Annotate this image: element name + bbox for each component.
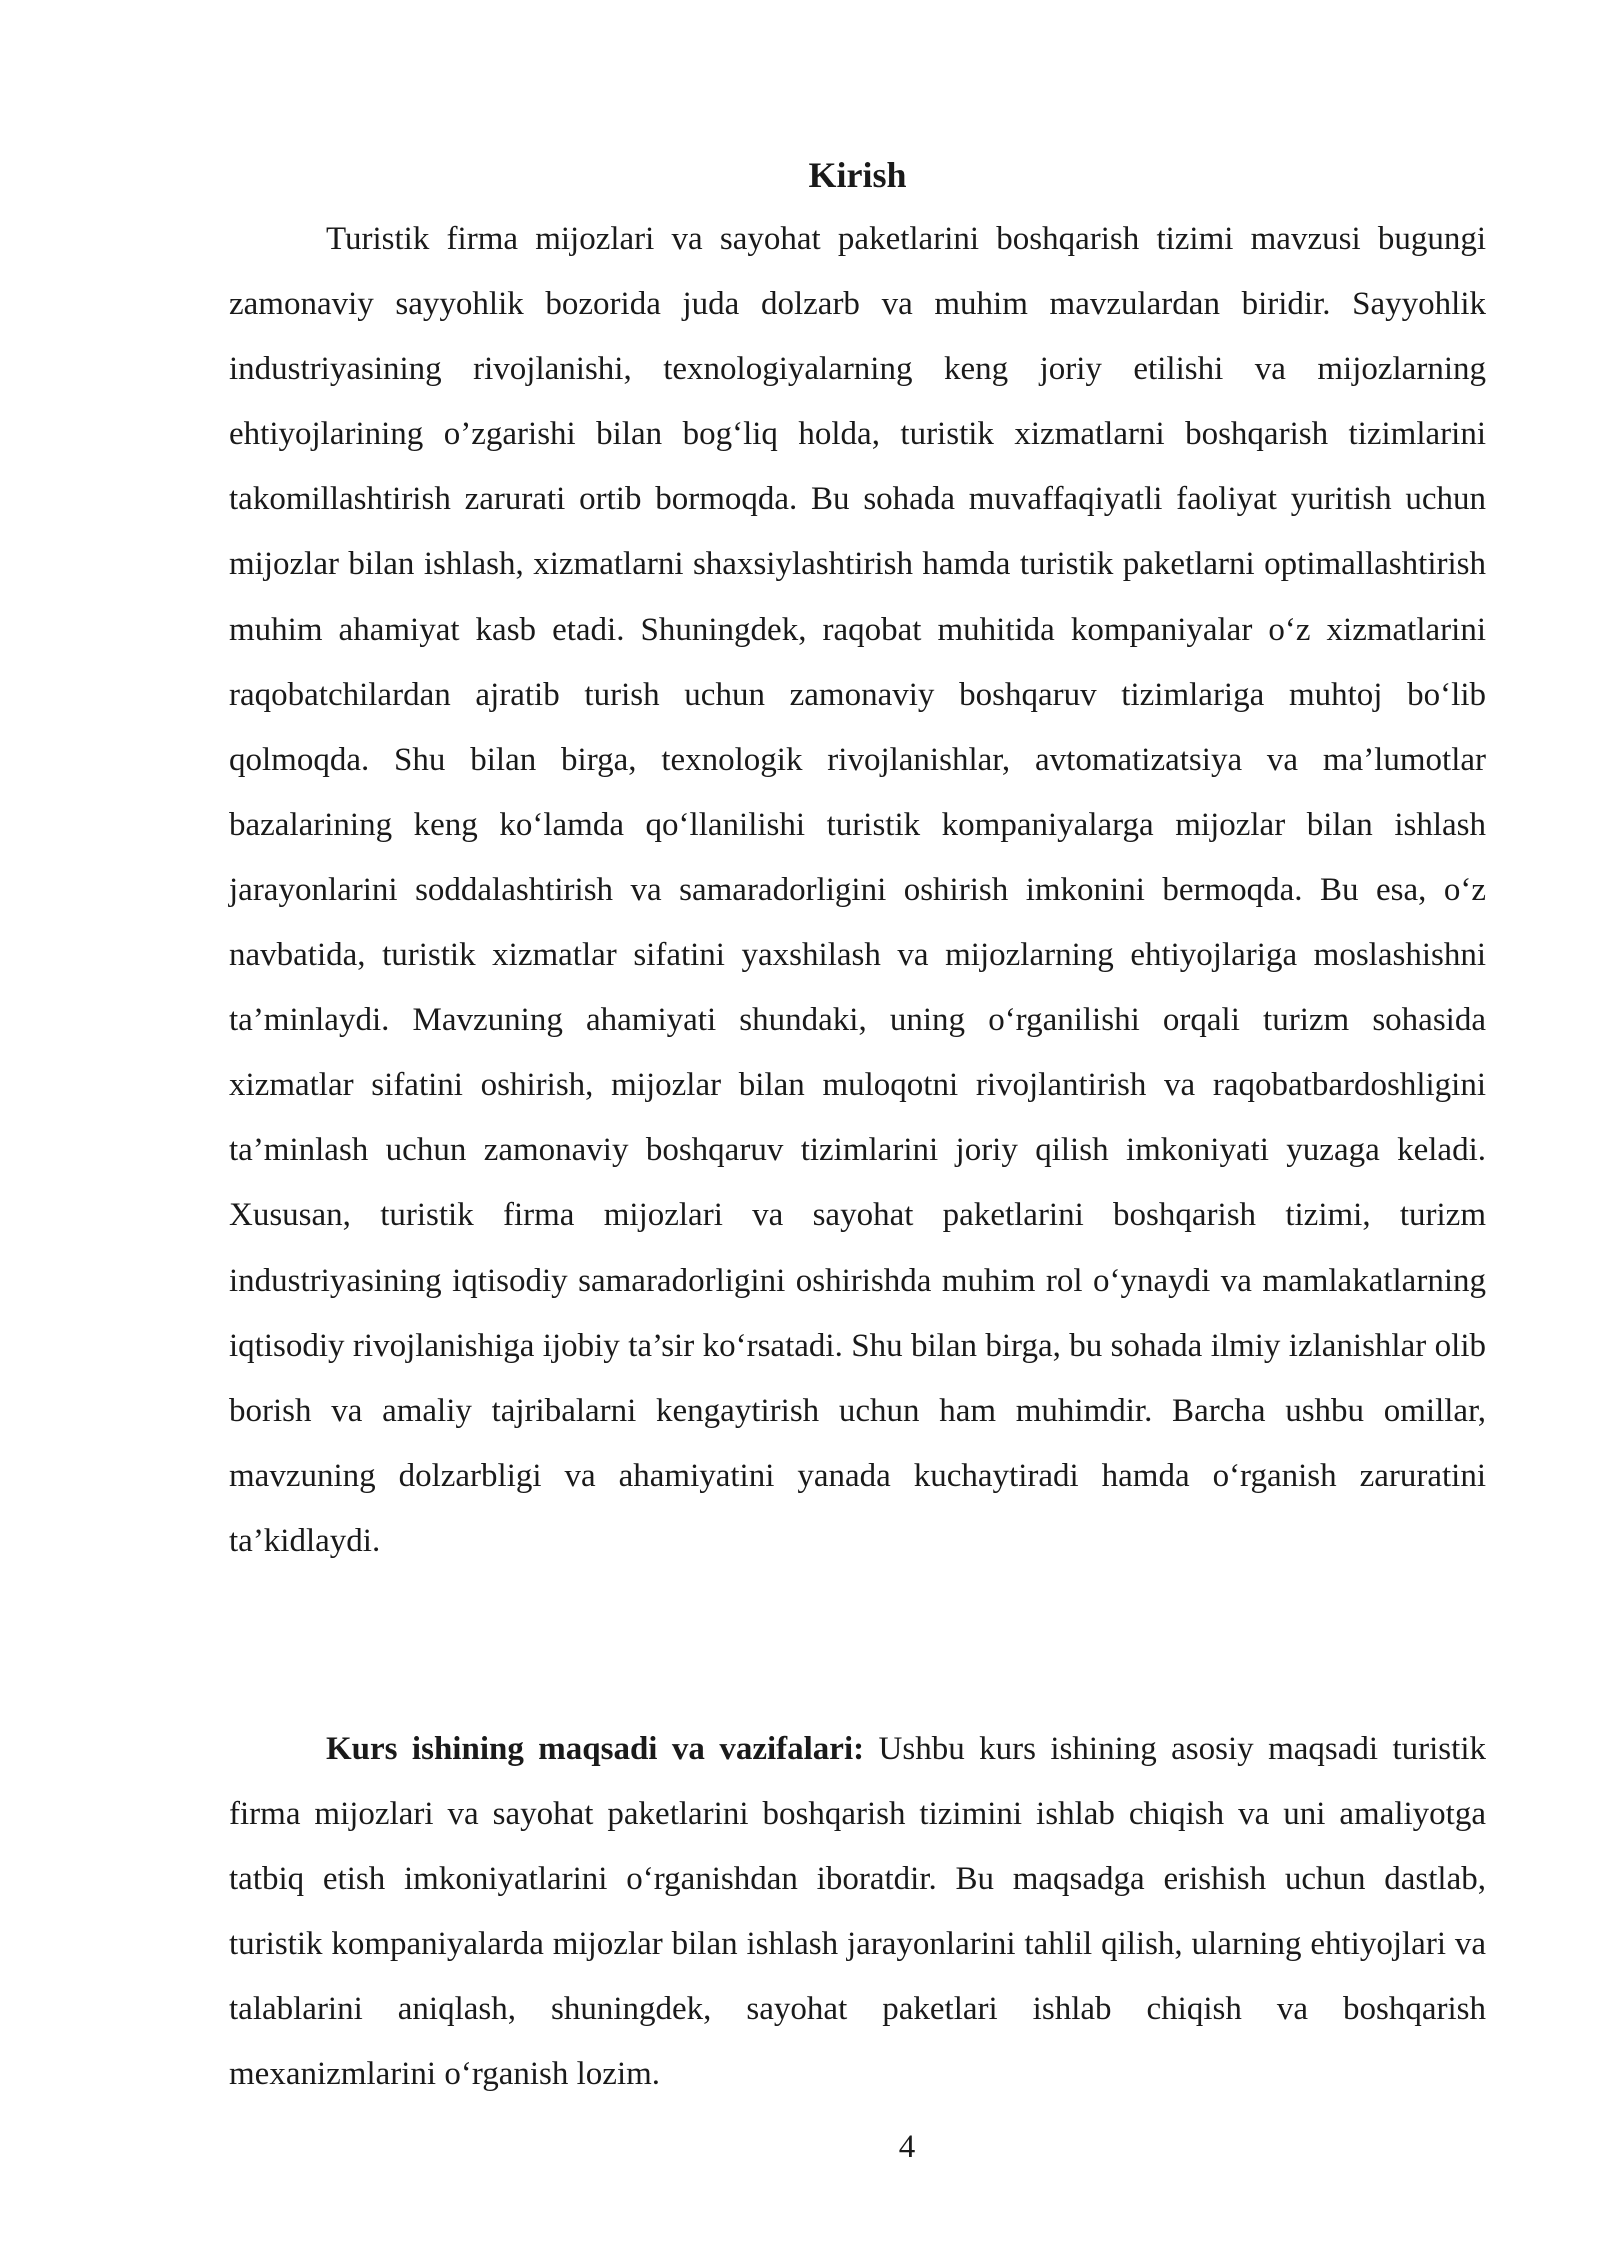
section-title: Kirish [808,155,907,195]
page-number: 4 [898,2129,916,2165]
goals-heading: Kurs ishining maqsadi va vazifalari: [326,1731,865,1767]
goals-text: Ushbu kurs ishining asosiy maqsadi turistik firma mijozlari va sayohat paketlarini boshqarish tizimini ishlab chiqish va uni amaliyotga tatbiq etish imkoniyatlarini o‘rganishdan iboratdir. Bu maqsadga erishish uchun dastlab, turistik kompaniyalarda mijozlar bilan ishlash jarayonlarini tahlil qilish, ularning ehtiyojlari va talablarini aniqlash, shuningdek, sayohat paketlari ishlab chiqish va boshqarish mexanizmlarini o‘rganish lozim. [229,1731,1486,2093]
goals-paragraph [229,1717,1486,2108]
intro-paragraph: Turistik firma mijozlari va sayohat paketlarini boshqarish tizimi mavzusi bugungi zamonaviy sayyohlik bozorida juda dolzarb va muhim mavzulardan biridir. Sayyohlik industriyasining rivojlanishi, texnologiyalarning keng joriy etilishi va mijozlarning ehtiyojlarining o’zgarishi bilan bog‘liq holda, turistik xizmatlarni boshqarish tizimlarini takomillashtirish zarurati ortib bormoqda. Bu sohada muvaffaqiyatli faoliyat yuritish uchun mijozlar bilan ishlash, xizmatlarni shaxsiylashtirish hamda turistik paketlarni optimallashtirish muhim ahamiyat kasb etadi. Shuningdek, raqobat muhitida kompaniyalar o‘z xizmatlarini raqobatchilardan ajratib turish uchun zamonaviy boshqaruv tizimlariga muhtoj bo‘lib qolmoqda. Shu bilan birga, texnologik rivojlanishlar, avtomatizatsiya va ma’lumotlar bazalarining keng ko‘lamda qo‘llanilishi turistik kompaniyalarga mijozlar bilan ishlash jarayonlarini soddalashtirish va samaradorligini oshirish imkonini bermoqda. Bu esa, o‘z navbatida, turistik xizmatlar sifatini yaxshilash va mijozlarning ehtiyojlariga moslashishni ta’minlaydi. Mavzuning ahamiyati shundaki, uning o‘rganilishi orqali turizm sohasida xizmatlar sifatini oshirish, mijozlar bilan muloqotni rivojlantirish va raqobatbardoshligini ta’minlash uchun zamonaviy boshqaruv tizimlarini joriy qilish imkoniyati yuzaga keladi. Xususan, turistik firma mijozlari va sayohat paketlarini boshqarish tizimi, turizm industriyasining iqtisodiy samaradorligini oshirishda muhim rol o‘ynaydi va mamlakatlarning iqtisodiy rivojlanishiga ijobiy ta’sir ko‘rsatadi. Shu bilan birga, bu sohada ilmiy izlanishlar olib borish va amaliy tajribalarni kengaytirish uchun ham muhimdir. Barcha ushbu omillar, mavzuning dolzarbligi va ahamiyatini yanada kuchaytiradi hamda o‘rganish zaruratini ta’kidlaydi. [229,221,1486,1559]
